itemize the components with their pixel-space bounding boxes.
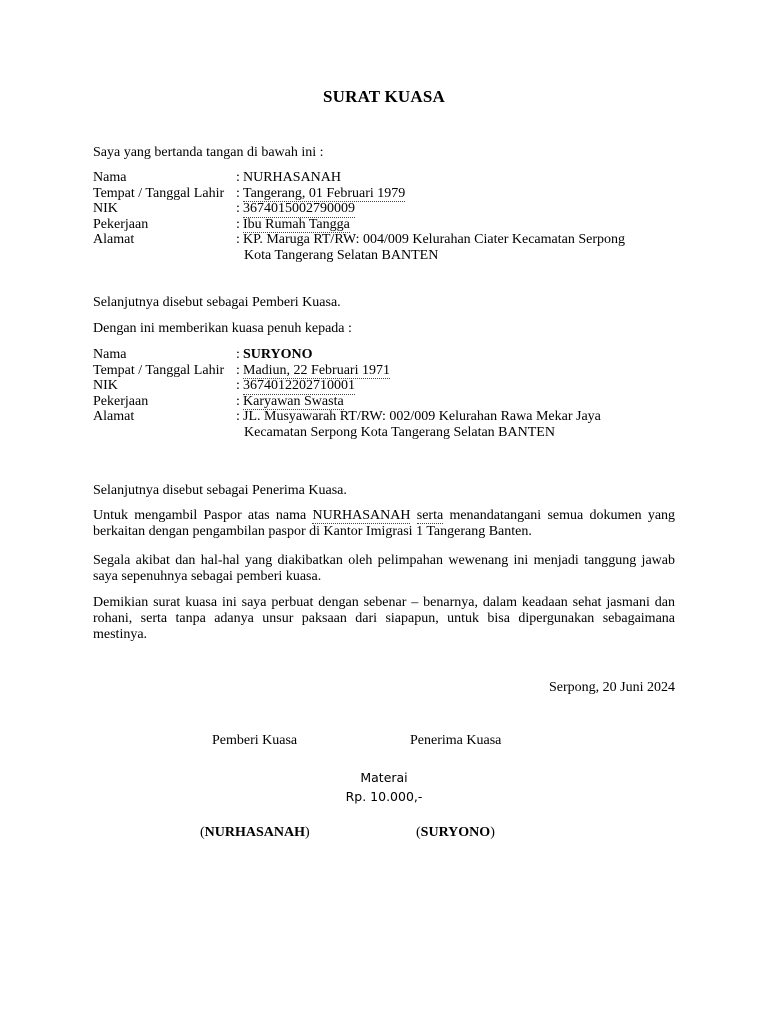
grantor-row-address bbox=[93, 232, 683, 248]
field-label: Nama bbox=[93, 170, 127, 185]
grantor-birth-value: Tangerang, 01 Februari 1979 bbox=[243, 185, 406, 201]
field-label: Pekerjaan bbox=[93, 216, 149, 232]
field-label: NIK bbox=[93, 378, 118, 393]
purpose-text: yang berkaitan dengan pengambilan paspor di Kantor Imigrasi 1 Tangerang Banten. bbox=[93, 508, 676, 539]
grantee-row-birth bbox=[93, 363, 683, 379]
grantor-job-value: Ibu Rumah Tangga bbox=[243, 216, 350, 232]
purpose-paragraph bbox=[93, 508, 675, 540]
purpose-serta: serta bbox=[416, 508, 444, 523]
grantor-nik-value: 3674015002790009 bbox=[243, 201, 355, 216]
grantee-identity bbox=[93, 347, 683, 440]
grantee-signature-label: Penerima Kuasa bbox=[410, 733, 502, 748]
grantee-row-address bbox=[93, 409, 683, 425]
colon: : bbox=[236, 393, 240, 409]
grantee-signature-name: (SURYONO) bbox=[416, 825, 495, 840]
field-label: Tempat / Tanggal Lahir bbox=[93, 185, 225, 201]
colon: : bbox=[236, 185, 240, 201]
grantee-signature-name-text: SURYONO bbox=[420, 825, 491, 840]
closing-paragraph: Demikian surat kuasa ini saya perbuat dengan sebenar – benarnya, dalam keadaan sehat jasmani dan rohani, serta tanpa adanya unsur paksaan dari siapapun, untuk bisa dipergunakan sebagaimana mestinya. bbox=[93, 595, 675, 642]
grantor-signature-label: Pemberi Kuasa bbox=[212, 733, 298, 748]
colon: : bbox=[236, 232, 240, 247]
colon: : bbox=[236, 362, 240, 378]
grantor-row-nik bbox=[93, 201, 683, 217]
field-label: Tempat / Tanggal Lahir bbox=[93, 362, 225, 378]
grantee-name-value: SURYONO bbox=[243, 347, 313, 362]
colon: : bbox=[236, 347, 240, 362]
place-date: Serpong, 20 Juni 2024 bbox=[549, 680, 675, 695]
field-label: Alamat bbox=[93, 232, 135, 247]
responsibility-paragraph: Segala akibat dan hal-hal yang diakibatkan oleh pelimpahan wewenang ini menjadi tanggung jawab saya sepenuhnya sebagai pemberi kuasa. bbox=[93, 553, 675, 584]
letter-title: SURAT KUASA bbox=[322, 87, 445, 106]
colon: : bbox=[236, 378, 240, 393]
colon: : bbox=[236, 170, 240, 185]
grantee-job-value: Karyawan Swasta bbox=[243, 393, 344, 409]
grantee-nik-value: 3674012202710001 bbox=[243, 378, 355, 393]
grantor-row-name bbox=[93, 170, 683, 186]
grantee-row-job bbox=[93, 394, 683, 410]
grant-statement: Dengan ini memberikan kuasa penuh kepada : bbox=[93, 321, 352, 336]
grantee-row-name bbox=[93, 347, 683, 363]
purpose-name: NURHASANAH bbox=[312, 508, 411, 523]
grantee-address-line2: Kecamatan Serpong Kota Tangerang Selatan BANTEN bbox=[244, 424, 555, 440]
purpose-text: Untuk mengambil Paspor atas nama bbox=[93, 508, 307, 523]
grantor-row-job bbox=[93, 217, 683, 233]
grantor-address-line2: Kota Tangerang Selatan BANTEN bbox=[244, 247, 439, 263]
grantor-identity bbox=[93, 170, 683, 263]
field-label: Pekerjaan bbox=[93, 393, 149, 409]
grantor-address-value: KP. Maruga RT/RW: 004/009 Kelurahan Ciater Kecamatan Serpong bbox=[243, 232, 625, 247]
stamp-label: Materai bbox=[360, 770, 408, 785]
grantor-signature-name-text: NURHASANAH bbox=[204, 825, 306, 840]
grantee-designation: Selanjutnya disebut sebagai Penerima Kuasa. bbox=[93, 483, 347, 498]
intro-text: Saya yang bertanda tangan di bawah ini : bbox=[93, 145, 324, 160]
grantee-address-value: JL. Musyawarah RT/RW: 002/009 Kelurahan Rawa Mekar Jaya bbox=[243, 409, 601, 424]
field-label: Alamat bbox=[93, 409, 135, 424]
grantor-designation: Selanjutnya disebut sebagai Pemberi Kuasa. bbox=[93, 295, 341, 310]
grantor-name-value: NURHASANAH bbox=[243, 170, 342, 185]
stamp-amount: Rp. 10.000,- bbox=[345, 789, 423, 804]
colon: : bbox=[236, 409, 240, 424]
grantee-row-nik bbox=[93, 378, 683, 394]
field-label: Nama bbox=[93, 347, 127, 362]
grantee-birth-value: Madiun, 22 Februari 1971 bbox=[243, 362, 390, 378]
grantor-row-birth bbox=[93, 186, 683, 202]
grantor-signature-name: (NURHASANAH) bbox=[200, 825, 310, 840]
colon: : bbox=[236, 201, 240, 216]
colon: : bbox=[236, 216, 240, 232]
field-label: NIK bbox=[93, 201, 118, 216]
purpose-text: menandatangani semua dokumen bbox=[449, 508, 642, 523]
